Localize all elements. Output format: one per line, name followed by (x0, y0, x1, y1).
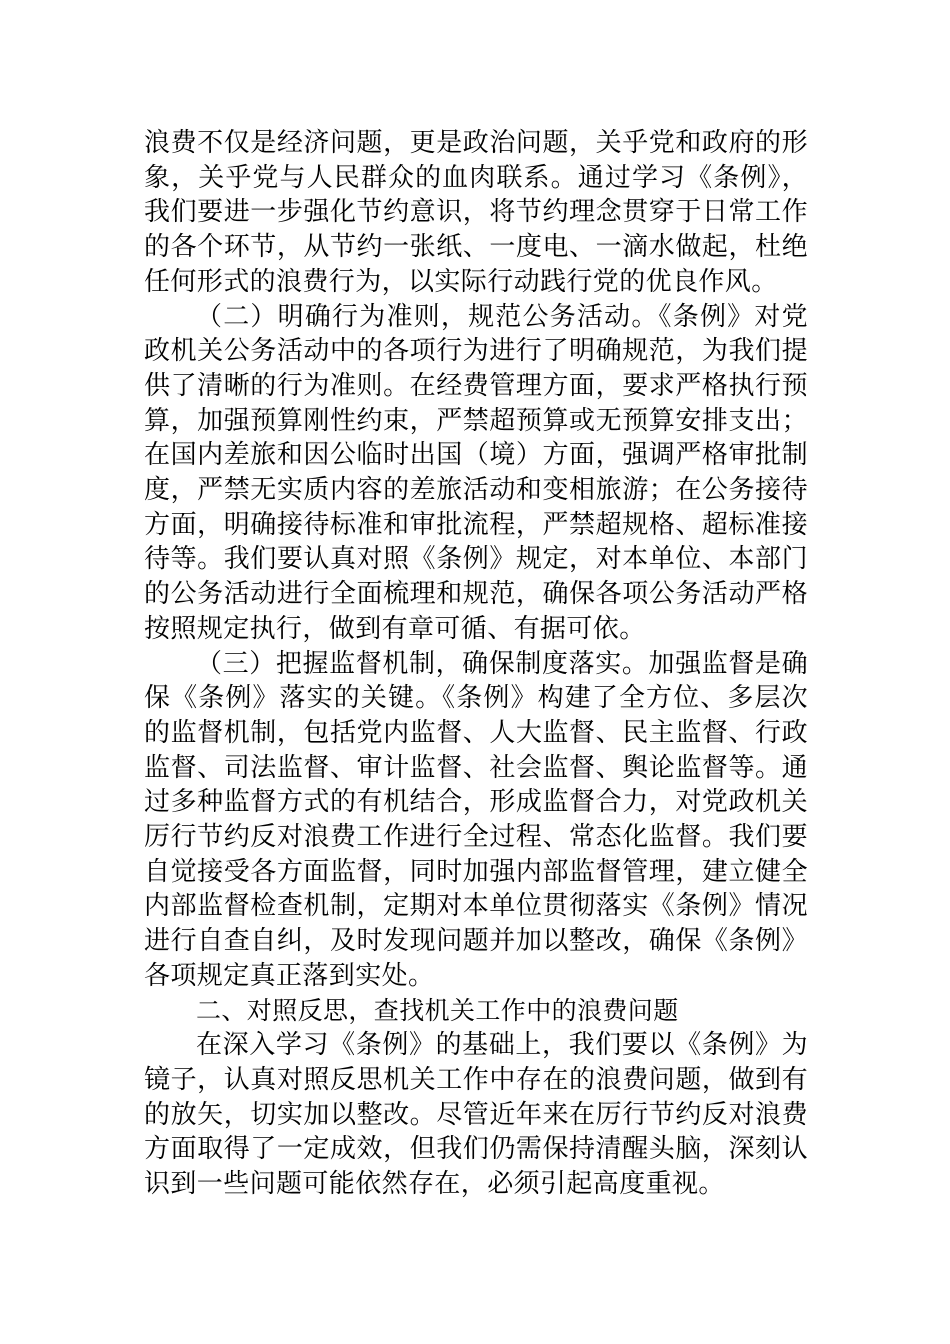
paragraph-final: 在深入学习《条例》的基础上，我们要以《条例》为镜子，认真对照反思机关工作中存在的浪费问题，做到有的放矢，切实加以整改。尽管近年来在厉行节约反对浪费方面取得了一定成效，但我们仍需保持清醒头脑，深刻认识到一些问题可能依然存在，必须引起高度重视。 (144, 1030, 808, 1200)
paragraph-intro: 浪费不仅是经济问题，更是政治问题，关乎党和政府的形象，关乎党与人民群众的血肉联系。通过学习《条例》，我们要进一步强化节约意识，将节约理念贯穿于日常工作的各个环节，从节约一张纸、一度电、一滴水做起，杜绝任何形式的浪费行为，以实际行动践行党的优良作风。 (144, 128, 808, 297)
document-body (144, 126, 808, 1202)
paragraph-section-two: （二）明确行为准则，规范公务活动。《条例》对党政机关公务活动中的各项行为进行了明确规范，为我们提供了清晰的行为准则。在经费管理方面，要求严格执行预算，加强预算刚性约束，严禁超预算或无预算安排支出；在国内差旅和因公临时出国（境）方面，强调严格审批制度，严禁无实质内容的差旅活动和变相旅游；在公务接待方面，明确接待标准和审批流程，严禁超规格、超标准接待等。我们要认真对照《条例》规定，对本单位、本部门的公务活动进行全面梳理和规范，确保各项公务活动严格按照规定执行，做到有章可循、有据可依。 (144, 301, 808, 644)
section-heading: 二、对照反思，查找机关工作中的浪费问题 (196, 995, 679, 1025)
paragraph-section-three: （三）把握监督机制，确保制度落实。加强监督是确保《条例》落实的关键。《条例》构建了全方位、多层次的监督机制，包括党内监督、人大监督、民主监督、行政监督、司法监督、审计监督、社会监督、舆论监督等。通过多种监督方式的有机结合，形成监督合力，对党政机关厉行节约反对浪费工作进行全过程、常态化监督。我们要自觉接受各方面监督，同时加强内部监督管理，建立健全内部监督检查机制，定期对本单位贯彻落实《条例》情况进行自查自纠，及时发现问题并加以整改，确保《条例》各项规定真正落到实处。 (144, 648, 808, 991)
